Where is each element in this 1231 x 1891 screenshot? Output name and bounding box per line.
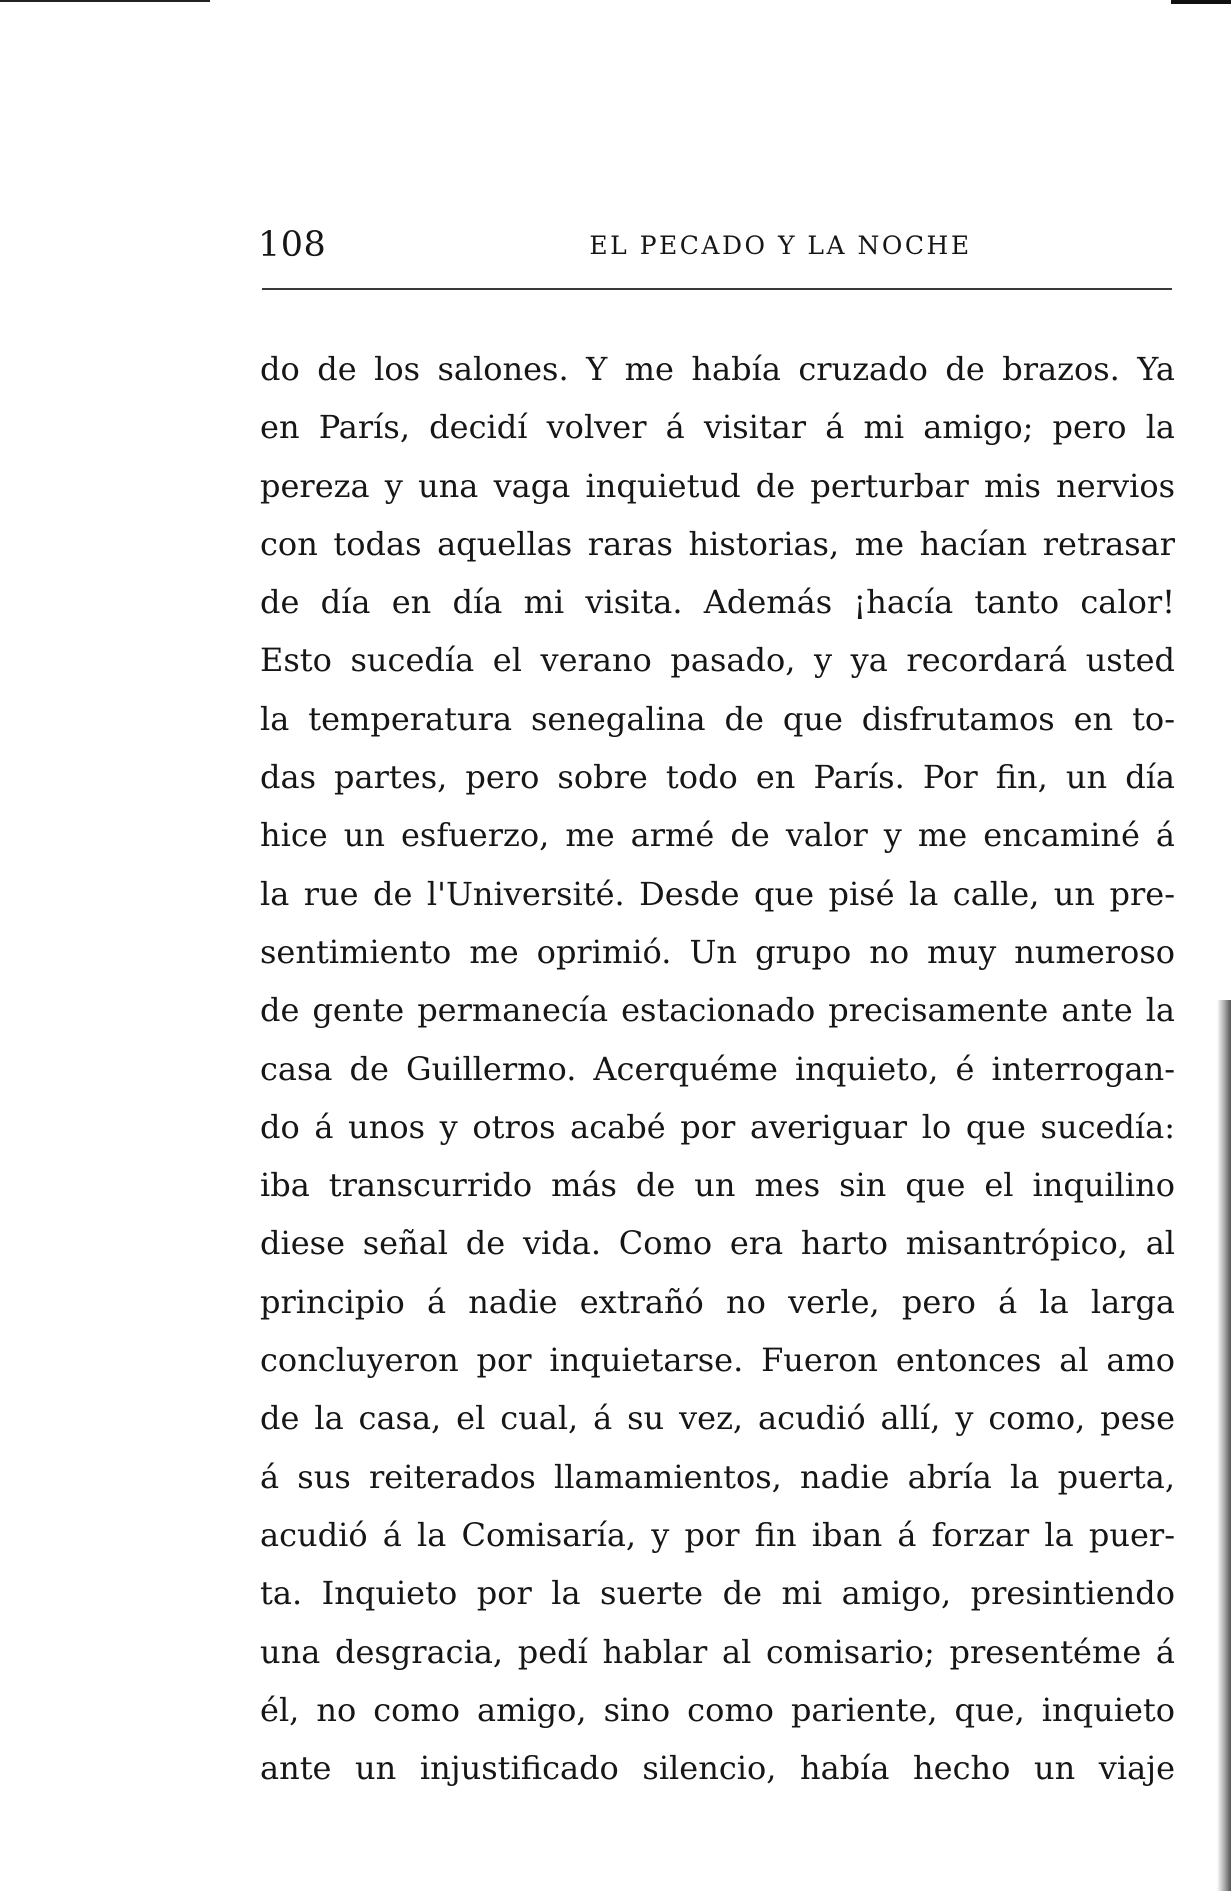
text-line: principio á nadie extrañó no verle, pero á la larga: [260, 1282, 1175, 1321]
top-edge-mark: [0, 0, 210, 2]
text-line: ta. Inquieto por la suerte de mi amigo, presintiendo: [260, 1574, 1175, 1613]
running-header: [258, 225, 1173, 265]
text-line: do á unos y otros acabé por averiguar lo que sucedía:: [260, 1107, 1175, 1146]
text-line: á sus reiterados llamamientos, nadie abría la puerta,: [260, 1457, 1175, 1496]
text-line: la rue de l'Université. Desde que pisé la calle, un pre-: [260, 874, 1175, 913]
page-edge-shadow: [1217, 1000, 1231, 1891]
text-line: ante un injustificado silencio, había hecho un viaje: [260, 1749, 1175, 1788]
page-number: 108: [258, 225, 327, 265]
text-line: sentimiento me oprimió. Un grupo no muy numeroso: [260, 932, 1175, 971]
text-line: casa de Guillermo. Acerquéme inquieto, é interrogan-: [260, 1049, 1175, 1088]
text-line: diese señal de vida. Como era harto misantrópico, al: [260, 1224, 1175, 1263]
text-line: concluyeron por inquietarse. Fueron entonces al amo: [260, 1341, 1175, 1380]
text-line: acudió á la Comisaría, y por fin iban á forzar la puer-: [260, 1515, 1175, 1554]
text-line: él, no como amigo, sino como pariente, que, inquieto: [260, 1690, 1175, 1729]
text-line: hice un esfuerzo, me armé de valor y me encaminé á: [260, 816, 1175, 855]
text-line: do de los salones. Y me había cruzado de brazos. Ya: [260, 350, 1175, 388]
text-line: una desgracia, pedí hablar al comisario; presentéme á: [260, 1632, 1175, 1671]
top-edge-mark-right: [1171, 0, 1231, 4]
text-line: de día en día mi visita. Además ¡hacía tanto calor!: [260, 583, 1175, 622]
body-text: [260, 340, 1175, 1797]
text-line: de gente permanecía estacionado precisamente ante la: [260, 991, 1175, 1030]
header-rule: [262, 288, 1172, 290]
text-line: con todas aquellas raras historias, me hacían retrasar: [260, 524, 1175, 563]
text-line: la temperatura senegalina de que disfrutamos en to-: [260, 699, 1175, 738]
text-line: de la casa, el cual, á su vez, acudió allí, y como, pese: [260, 1399, 1175, 1438]
text-line: pereza y una vaga inquietud de perturbar mis nervios: [260, 466, 1175, 505]
running-title: EL PECADO Y LA NOCHE: [589, 231, 972, 260]
text-line: iba transcurrido más de un mes sin que el inquilino: [260, 1166, 1175, 1205]
text-line: en París, decidí volver á visitar á mi amigo; pero la: [260, 408, 1175, 447]
text-line: Esto sucedía el verano pasado, y ya recordará usted: [260, 641, 1175, 680]
text-line: das partes, pero sobre todo en París. Por fin, un día: [260, 758, 1175, 797]
